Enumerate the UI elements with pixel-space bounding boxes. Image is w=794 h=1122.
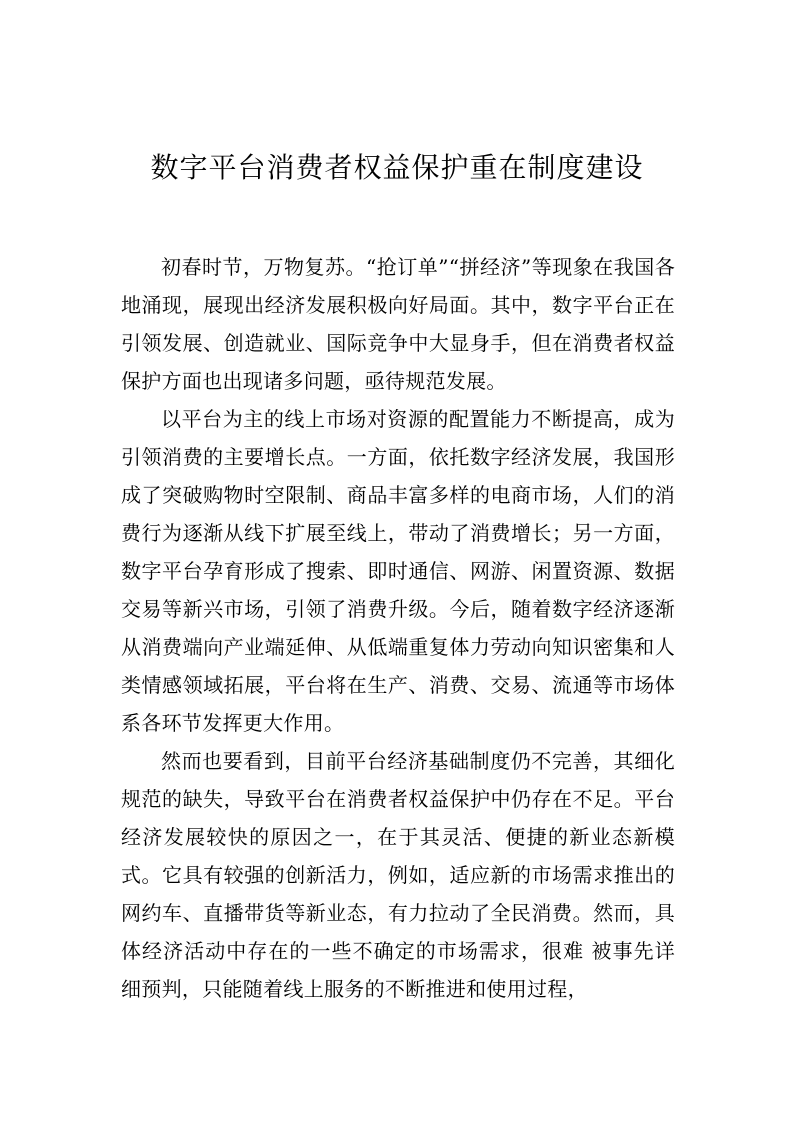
paragraph-1: 初春时节，万物复苏。“抢订单”“拼经济”等现象在我国各地涌现，展现出经济发展积极向好局面。其中，数字平台正在引领发展、创造就业、国际竞争中大显身手，但在消费者权益保护方面也出现诸多问题，亟待规范发展。 xyxy=(121,255,675,393)
document-body xyxy=(121,248,675,1008)
paragraph-3: 然而也要看到，目前平台经济基础制度仍不完善，其细化规范的缺失，导致平台在消费者权益保护中仍存在不足。平台经济发展较快的原因之一，在于其灵活、便捷的新业态新模式。它具有较强的创新活力，例如，适应新的市场需求推出的网约车、直播带货等新业态，有力拉动了全民消费。然而，具体经济活动中存在的一些不确定的市场需求，很难 被事先详细预判，只能随着线上服务的不断推进和使用过程， xyxy=(121,749,675,1001)
paragraph-2: 以平台为主的线上市场对资源的配置能力不断提高，成为引领消费的主要增长点。一方面，依托数字经济发展，我国形成了突破购物时空限制、商品丰富多样的电商市场，人们的消费行为逐渐从线下扩展至线上，带动了消费增长；另一方面，数字平台孕育形成了搜索、即时通信、网游、闲置资源、数据交易等新兴市场，引领了消费升级。今后，随着数字经济逐渐从消费端向产业端延伸、从低端重复体力劳动向知识密集和人类情感领域拓展，平台将在生产、消费、交易、流通等市场体系各环节发挥更大作用。 xyxy=(121,407,675,735)
document-title: 数字平台消费者权益保护重在制度建设 xyxy=(150,151,644,184)
